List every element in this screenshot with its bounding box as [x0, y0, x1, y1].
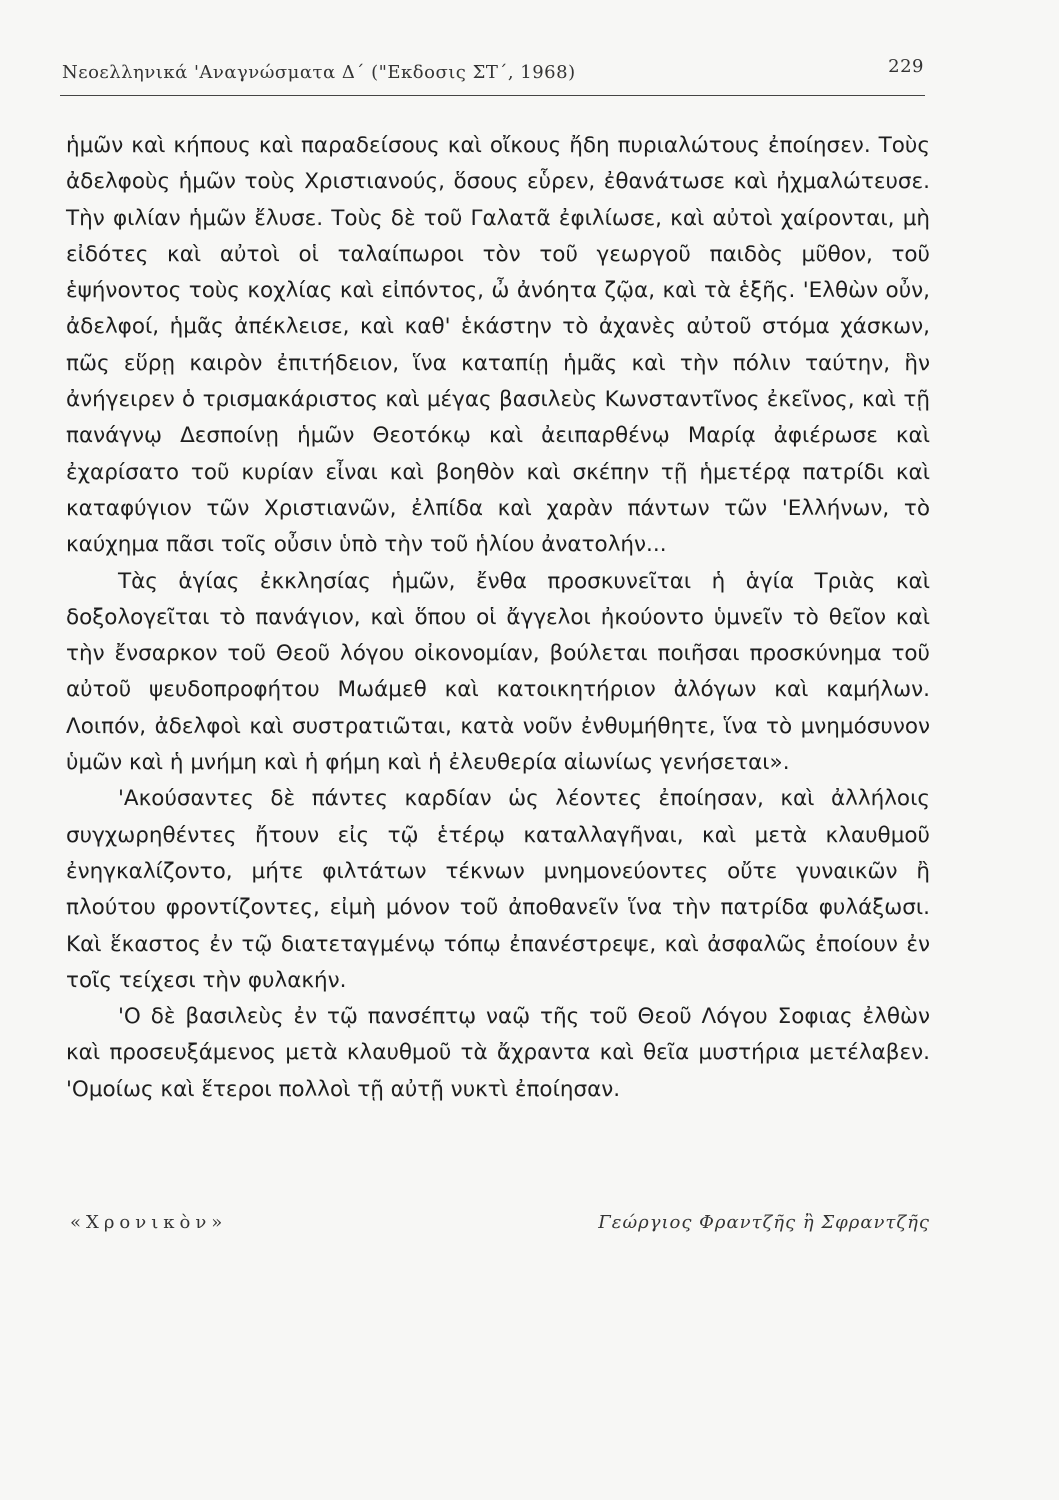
header-rule	[60, 95, 925, 96]
author-name: Γεώργιος Φραντζῆς ἢ Σφραντζῆς	[598, 1212, 930, 1233]
source-title: «Χρονικὸν»	[70, 1212, 228, 1233]
paragraph-3: 'Ακούσαντες δὲ πάντες καρδίαν ὡς λέοντες ἐποίησαν, καὶ ἀλλήλοις συγχωρηθέντες ἤτουν εἰς τῷ ἑτέρῳ καταλλαγῆναι, καὶ μετὰ κλαυθμοῦ ἐνηγκαλίζοντο, μήτε φιλτάτων τέκνων μνημονεύοντες οὔτε γυναικῶν ἢ πλούτου φροντίζοντες, εἰμὴ μόνον τοῦ ἀποθανεῖν ἵνα τὴν πατρίδα φυλάξωσι. Καὶ ἕκαστος ἐν τῷ διατεταγμένῳ τόπῳ ἐπανέστρεψε, καὶ ἀσφαλῶς ἐποίουν ἐν τοῖς τείχεσι τὴν φυλακήν.	[66, 786, 930, 993]
paragraph-4: 'Ο δὲ βασιλεὺς ἐν τῷ πανσέπτῳ ναῷ τῆς τοῦ Θεοῦ Λόγου Σοφιας ἐλθὼν καὶ προσευξάμενος μετὰ κλαυθμοῦ τὰ ἄχραντα καὶ θεῖα μυστήρια μετέλαβεν. 'Ομοίως καὶ ἕτεροι πολλοὶ τῇ αὐτῇ νυκτὶ ἐποίησαν.	[66, 1004, 930, 1102]
paragraph-1: ἡμῶν καὶ κήπους καὶ παραδείσους καὶ οἴκους ἤδη πυριαλώτους ἐποίησεν. Τοὺς ἀδελφοὺς ἡμῶν τοὺς Χριστιανούς, ὅσους εὗρεν, ἐθανάτωσε καὶ ἠχμαλώτευσε. Τὴν φιλίαν ἡμῶν ἔλυσε. Τοὺς δὲ τοῦ Γαλατᾶ ἐφιλίωσε, καὶ αὐτοὶ χαίρονται, μὴ εἰδότες καὶ αὐτοὶ οἱ ταλαίπωροι τὸν τοῦ γεωργοῦ παιδὸς μῦθον, τοῦ ἑψήνοντος τοὺς κοχλίας καὶ εἰπόντος, ὦ ἀνόητα ζῷα, καὶ τὰ ἑξῆς. 'Ελθὼν οὖν, ἀδελφοί, ἡμᾶς ἀπέκλεισε, καὶ καθ' ἑκάστην τὸ ἀχανὲς αὐτοῦ στόμα χάσκων, πῶς εὕρῃ καιρὸν ἐπιτήδειον, ἵνα καταπίῃ ἡμᾶς καὶ τὴν πόλιν ταύτην, ἣν ἀνήγειρεν ὁ τρισμακάριστος καὶ μέγας βασιλεὺς Κωνσταντῖνος ἐκεῖνος, καὶ τῇ πανάγνῳ Δεσποίνῃ ἡμῶν Θεοτόκῳ καὶ ἀειπαρθένῳ Μαρίᾳ ἀφιέρωσε καὶ ἐχαρίσατο τοῦ κυρίαν εἶναι καὶ βοηθὸν καὶ σκέπην τῇ ἡμετέρᾳ πατρίδι καὶ καταφύγιον τῶν Χριστιανῶν, ἐλπίδα καὶ χαρὰν πάντων τῶν 'Ελλήνων, τὸ καύχημα πᾶσι τοῖς οὖσιν ὑπὸ τὴν τοῦ ἡλίου ἀνατολήν...	[66, 133, 930, 558]
attribution	[70, 1212, 930, 1246]
page-number: 229	[888, 56, 924, 77]
body-text	[66, 128, 930, 1108]
paragraph-2: Τὰς ἁγίας ἐκκλησίας ἡμῶν, ἔνθα προσκυνεῖται ἡ ἁγία Τριὰς καὶ δοξολογεῖται τὸ πανάγιον, καὶ ὅπου οἱ ἄγγελοι ἠκούοντο ὑμνεῖν τὸ θεῖον καὶ τὴν ἔνσαρκον τοῦ Θεοῦ λόγου οἰκονομίαν, βούλεται ποιῆσαι προσκύνημα τοῦ αὐτοῦ ψευδοπροφήτου Μωάμεθ καὶ κατοικητήριον ἀλόγων καὶ καμήλων. Λοιπόν, ἀδελφοὶ καὶ συστρατιῶται, κατὰ νοῦν ἐνθυμήθητε, ἵνα τὸ μνημόσυνον ὑμῶν καὶ ἡ μνήμη καὶ ἡ φήμη καὶ ἡ ἐλευθερία αἰωνίως γενήσεται».	[66, 568, 930, 776]
running-title: Νεοελληνικά 'Αναγνώσματα Δ΄ ("Εκδοσις ΣΤ΄, 1968)	[62, 62, 576, 83]
running-header	[62, 56, 924, 88]
